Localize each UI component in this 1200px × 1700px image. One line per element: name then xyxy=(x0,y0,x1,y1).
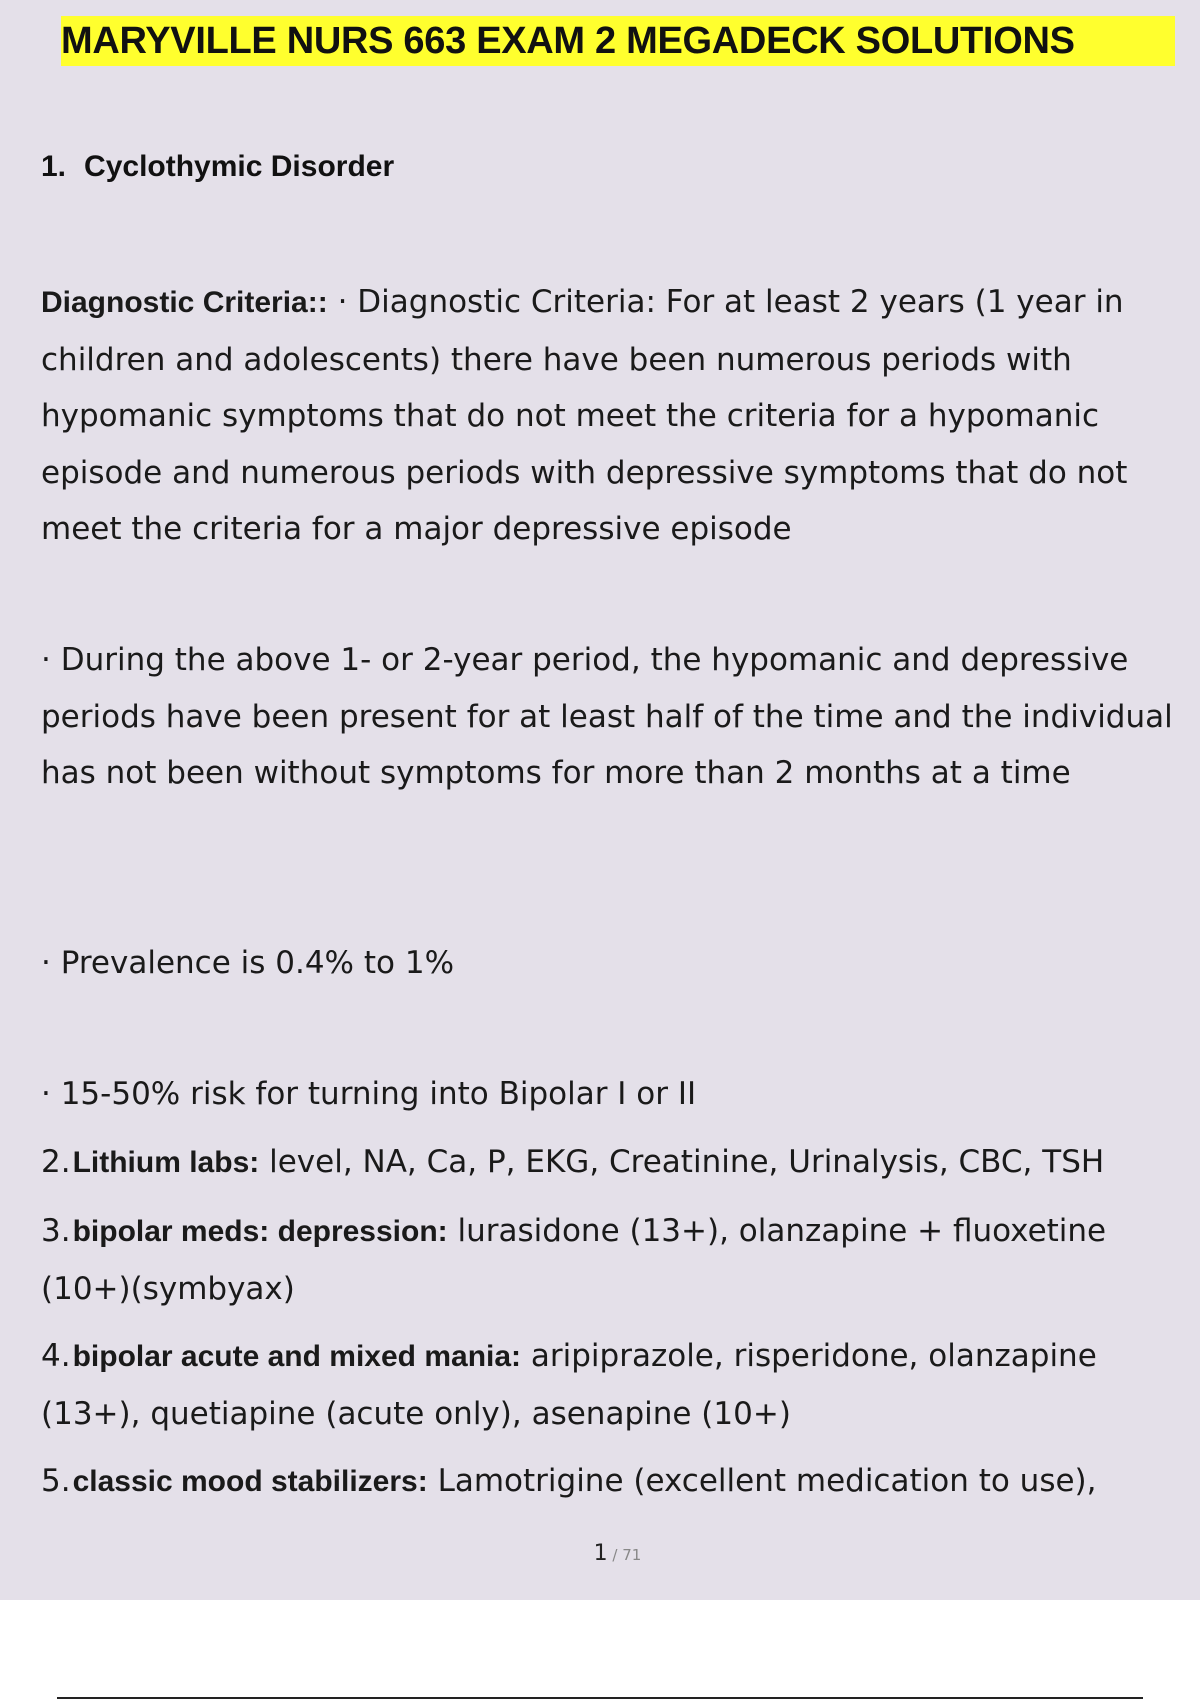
question-3-text: lurasidone (13+), olanzapine + fluoxetine (10+)(symbyax) xyxy=(41,1213,1107,1307)
question-5 xyxy=(41,1453,1191,1511)
question-1-bullet-prevalence: · Prevalence is 0.4% to 1% xyxy=(41,945,455,981)
question-2-text: level, NA, Ca, P, EKG, Creatinine, Urinalysis, CBC, TSH xyxy=(259,1144,1105,1180)
question-1-bullet-duration: · During the above 1- or 2-year period, the hypomanic and depressive periods have been present for at least half of the time and the individual has not been without symptoms for more than 2 months at a time xyxy=(41,642,1173,791)
page-indicator xyxy=(0,1541,1200,1568)
question-3-number: 3. xyxy=(41,1213,71,1249)
question-1-title: Cyclothymic Disorder xyxy=(84,150,395,183)
question-4-number: 4. xyxy=(41,1338,71,1374)
question-3 xyxy=(41,1203,1191,1317)
question-5-label: classic mood stabilizers: xyxy=(72,1465,428,1498)
criteria-label: Diagnostic Criteria:: xyxy=(41,286,328,319)
question-4 xyxy=(41,1328,1191,1442)
question-2-number: 2. xyxy=(41,1144,71,1180)
question-5-text: Lamotrigine (excellent medication to use), xyxy=(427,1463,1097,1499)
criteria-text: · Diagnostic Criteria: For at least 2 years (1 year in children and adolescents) there have been numerous periods with hypomanic symptoms that do not meet the criteria for a hypomanic episode and numerous periods with depressive symptoms that do not meet the criteria for a major depressive episode xyxy=(41,284,1128,547)
question-3-label: bipolar meds: depression: xyxy=(72,1215,448,1248)
question-1-bullet-risk: · 15-50% risk for turning into Bipolar I or II xyxy=(41,1076,697,1112)
next-page-divider xyxy=(57,1697,1143,1699)
question-5-number: 5. xyxy=(41,1463,71,1499)
current-page: 1 xyxy=(593,1541,608,1566)
question-2 xyxy=(41,1134,1191,1192)
document-title: MARYVILLE NURS 663 EXAM 2 MEGADECK SOLUTIONS xyxy=(61,16,1175,66)
question-4-label: bipolar acute and mixed mania: xyxy=(72,1340,522,1373)
question-1-criteria xyxy=(41,274,1200,558)
total-pages: / 71 xyxy=(607,1546,642,1564)
question-1-heading xyxy=(41,146,394,188)
question-4-text: aripiprazole, risperidone, olanzapine (13+), quetiapine (acute only), asenapine (10+) xyxy=(41,1338,1097,1432)
question-1-number: 1. xyxy=(41,150,67,183)
question-2-label: Lithium labs: xyxy=(72,1146,260,1179)
